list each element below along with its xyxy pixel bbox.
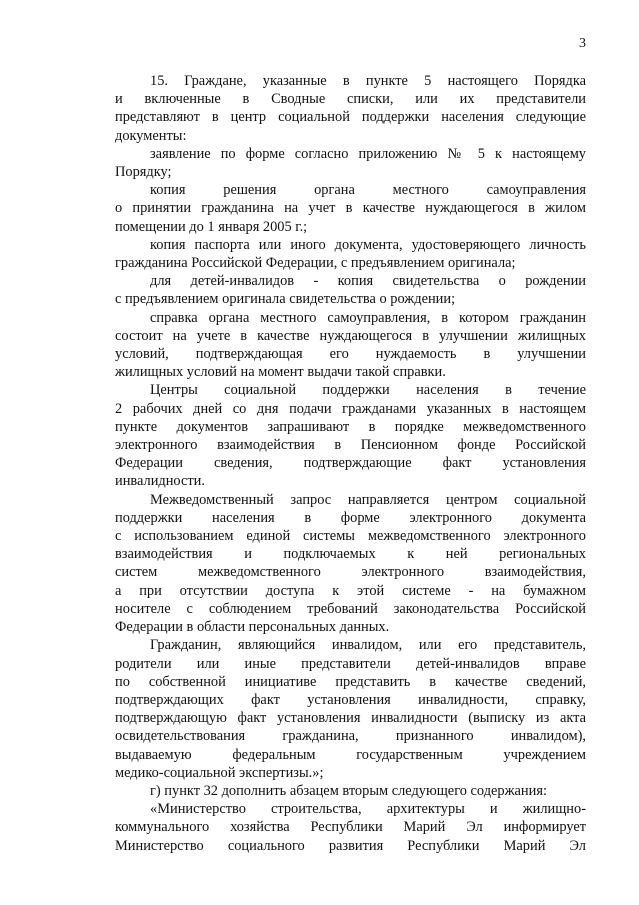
paragraph bbox=[115, 381, 586, 490]
text-line: подтверждающих факт установления инвалидности, справку, bbox=[115, 691, 586, 708]
text-line: а при отсутствии доступа к этой системе - на бумажном bbox=[115, 582, 586, 599]
text-line: пункте документов запрашивают в порядке межведомственного bbox=[115, 418, 586, 435]
text-line: 15. Граждане, указанные в пункте 5 настоящего Порядка bbox=[150, 73, 586, 89]
text-line: носителе с соблюдением требований законодательства Российской bbox=[115, 600, 586, 617]
text-line: Министерство социального развития Республики Марий Эл bbox=[115, 837, 586, 854]
text-line: инвалидности. bbox=[115, 473, 205, 490]
text-line: Федерации сведения, подтверждающие факт установления bbox=[115, 455, 586, 472]
text-line: электронного взаимодействия в Пенсионном фонде Российской bbox=[115, 437, 586, 454]
text-line: коммунального хозяйства Республики Марий Эл информирует bbox=[115, 819, 586, 836]
page-number: 3 bbox=[579, 36, 586, 51]
text-line: копия решения органа местного самоуправления bbox=[150, 182, 586, 199]
text-line: подтверждающую факт установления инвалидности (выписку из акта bbox=[115, 710, 586, 727]
paragraph bbox=[115, 236, 586, 272]
text-line: систем межведомственного электронного взаимодействия, bbox=[115, 564, 586, 581]
text-line: копия паспорта или иного документа, удостоверяющего личность bbox=[150, 236, 586, 253]
text-line: с предъявлением оригинала свидетельства о рождении; bbox=[115, 291, 456, 308]
text-line: гражданина Российской Федерации, с предъявлением оригинала; bbox=[115, 255, 516, 272]
text-line: Федерации в области персональных данных. bbox=[115, 619, 390, 636]
text-line: Порядку; bbox=[115, 164, 172, 181]
paragraph bbox=[115, 309, 586, 382]
paragraph bbox=[115, 491, 586, 637]
text-line: родители или иные представители детей-инвалидов вправе bbox=[115, 655, 586, 672]
text-line: поддержки населения в форме электронного документа bbox=[115, 509, 586, 526]
text-line: Центры социальной поддержки населения в течение bbox=[150, 382, 586, 399]
text-line: «Министерство строительства, архитектуры и жилищно- bbox=[150, 801, 586, 818]
text-line: медико-социальной экспертизы.»; bbox=[115, 764, 324, 781]
text-line: г) пункт 32 дополнить абзацем вторым следующего содержания: bbox=[150, 782, 547, 799]
text-line: по собственной инициативе представить в качестве сведений, bbox=[115, 673, 586, 690]
paragraph bbox=[115, 272, 586, 308]
text-line: для детей-инвалидов - копия свидетельства о рождении bbox=[150, 273, 586, 290]
paragraph bbox=[115, 782, 586, 800]
paragraph bbox=[115, 145, 586, 181]
text-line: справка органа местного самоуправления, в котором гражданин bbox=[150, 309, 586, 326]
document-body bbox=[115, 72, 586, 855]
text-line: взаимодействия и подключаемых к ней региональных bbox=[115, 546, 586, 563]
text-line: о принятии гражданина на учет в качестве нуждающегося в жилом bbox=[115, 200, 586, 217]
text-line: заявление по форме согласно приложению № 5 к настоящему bbox=[150, 145, 586, 162]
text-line: выдаваемую федеральным государственным учреждением bbox=[115, 746, 586, 763]
text-line: жилищных условий на момент выдачи такой справки. bbox=[115, 364, 446, 381]
text-line: и включенные в Сводные списки, или их представители bbox=[115, 91, 586, 108]
text-line: представляют в центр социальной поддержки населения следующие bbox=[115, 109, 586, 126]
text-line: Гражданин, являющийся инвалидом, или его представитель, bbox=[150, 637, 586, 654]
text-line: условий, подтверждающая его нуждаемость в улучшении bbox=[115, 346, 586, 363]
paragraph bbox=[115, 636, 586, 782]
paragraph bbox=[115, 181, 586, 236]
paragraph bbox=[115, 800, 586, 855]
text-line: освидетельствования гражданина, признанного инвалидом), bbox=[115, 728, 586, 745]
text-line: помещении до 1 января 2005 г.; bbox=[115, 218, 308, 235]
text-line: состоит на учете в качестве нуждающегося в улучшении жилищных bbox=[115, 327, 586, 344]
paragraph bbox=[115, 72, 586, 145]
text-line: документы: bbox=[115, 127, 187, 144]
text-line: 2 рабочих дней со дня подачи гражданами указанных в настоящем bbox=[115, 400, 586, 417]
text-line: с использованием единой системы межведомственного электронного bbox=[115, 528, 586, 545]
text-line: Межведомственный запрос направляется центром социальной bbox=[150, 491, 586, 508]
